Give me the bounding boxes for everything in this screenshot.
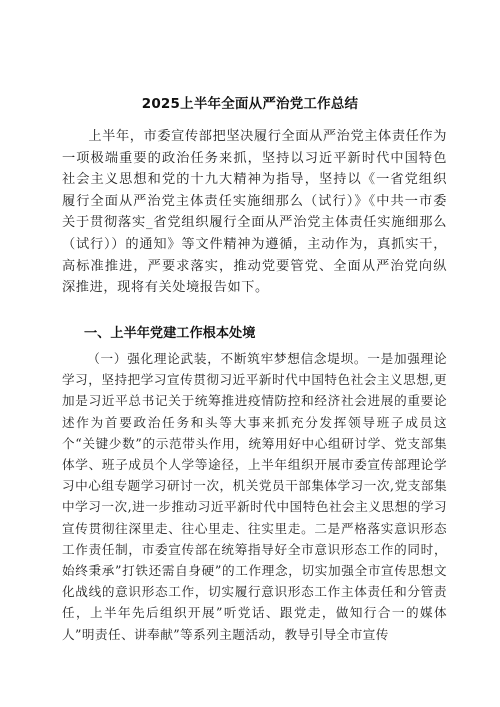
section-heading: 一、上半年党建工作根本处境: [84, 326, 256, 341]
section-paragraph: （一）强化理论武装，不断筑牢梦想信念堤坝。一是加强理论学习，坚持把学习宣传贯彻习近平新时代中国特色社会主义思想,更加是习近平总书记关于统筹推进疫情防控和经济社会进展的重要论述作为首要政治任务和头等大事来抓充分发挥领导班子成员这个“关键少数”的示范带头作用，统筹用好中心组研讨学、党支部集体学、班子成员个人学等途径，上半年组织开展市委宣传部理论学习中心组专题学习研讨一次，机关党员干部集体学习一次,党支部集中学习一次,进一步推动习近平新时代中国特色社会主义思想的学习宣传贯彻往深里走、往心里走、往实里走。二是严格落实意识形态工作责任制，市委宣传部在统筹指导好全市意识形态工作的同时，始终秉承”打铁还需自身硬”的工作理念，切实加强全市宣传思想文化战线的意识形态工作，切实履行意识形态工作主体责任和分管责任，上半年先后组织开展”听党话、跟党走，做知行合一的媒体人”明责任、讲奉献”等系列主题活动，教导引导全市宣传: [62, 351, 447, 642]
intro-paragraph: 上半年，市委宣传部把坚决履行全面从严治党主体责任作为一项极端重要的政治任务来抓，坚持以习近平新时代中国特色社会主义思想和党的十九大精神为指导，坚持以《一省党组织履行全面从严治党主体责任实施细那么（试行）》《中共一市委关于贯彻落实_省党组织履行全面从严治党主体责任实施细那么（试行））的通知》等文件精神为遵循，主动作为，真抓实干，高标准推进，严要求落实，推动党要管党、全面从严治党向纵深推进，现将有关处境报告如下。: [62, 129, 447, 296]
document-title: 2025上半年全面从严治党工作总结: [141, 96, 359, 112]
